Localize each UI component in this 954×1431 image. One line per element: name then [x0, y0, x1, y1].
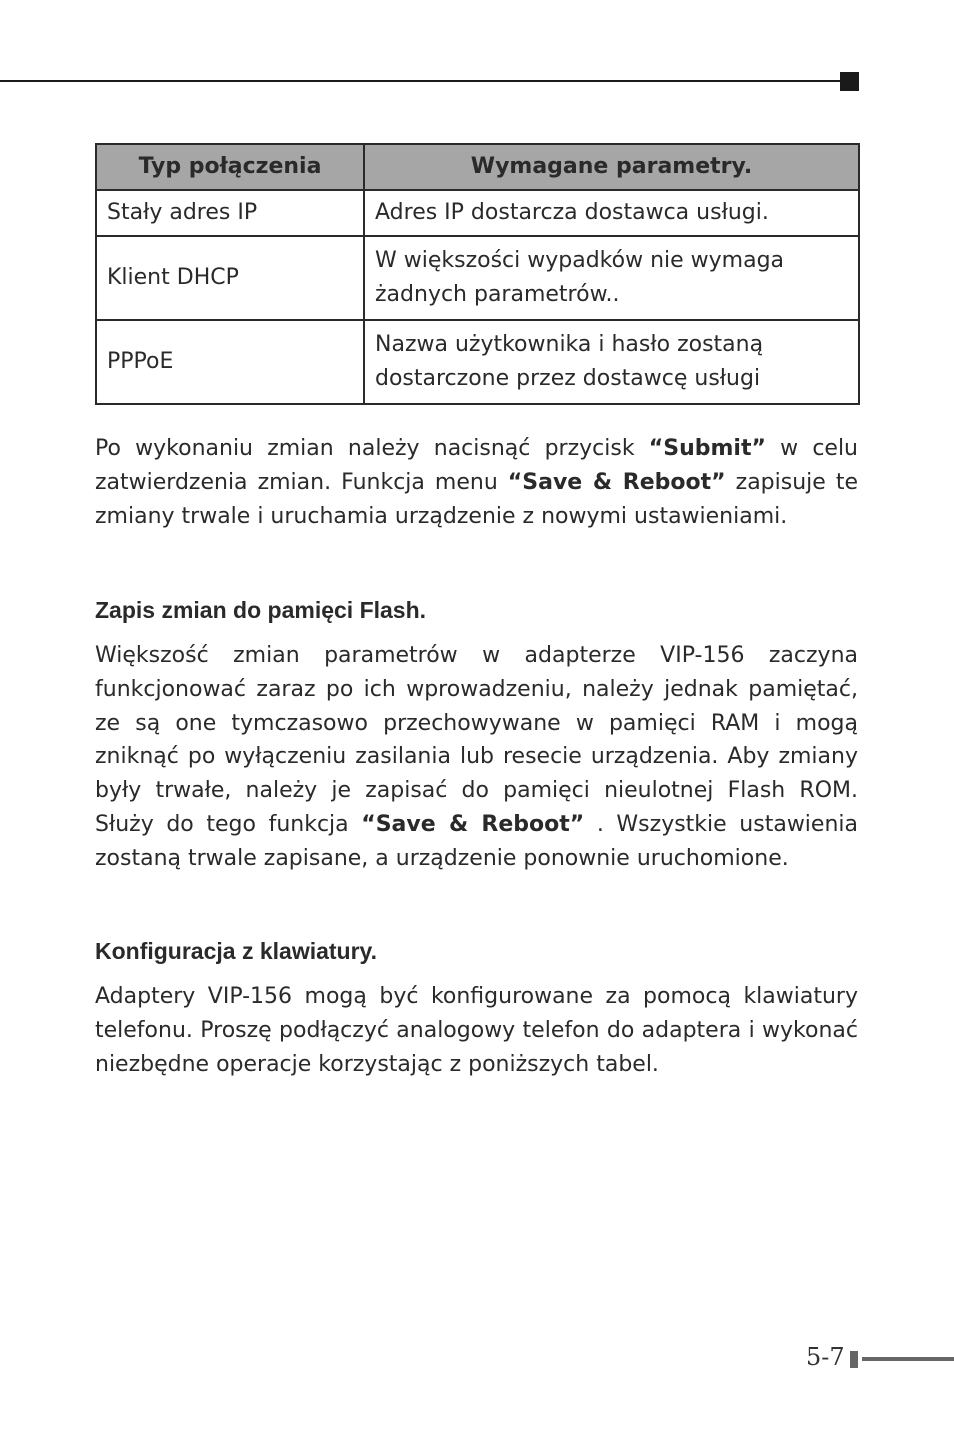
page-number: 5-7	[806, 1343, 845, 1371]
header-rule	[0, 80, 842, 82]
submit-term: “Submit”	[648, 436, 766, 461]
table-row	[96, 236, 859, 320]
connection-parameters-table	[95, 143, 860, 405]
footer-rule	[862, 1357, 954, 1361]
table-cell-parameters: Adres IP dostarcza dostawca usługi.	[364, 190, 859, 236]
table-row	[96, 190, 859, 236]
keypad-section-heading: Konfiguracja z klawiatury.	[95, 938, 378, 964]
table-cell-type: Stały adres IP	[96, 190, 364, 236]
paragraph-text: . Wszystkie ustawienia zostaną trwale zapisane, a urządzenie ponownie uruchomione.	[95, 811, 858, 871]
paragraph-text: w celu zatwierdzenia zmian. Funkcja menu	[95, 436, 859, 495]
save-reboot-term: “Save & Reboot”	[507, 469, 726, 495]
table-row	[96, 320, 859, 404]
table-header-required-parameters: Wymagane parametry.	[364, 144, 859, 190]
table-cell-parameters: W większości wypadków nie wymaga żadnych parametrów..	[364, 236, 859, 320]
footer-square-marker	[850, 1351, 858, 1368]
save-reboot-term: “Save & Reboot”	[361, 811, 585, 837]
keypad-section-paragraph: Adaptery VIP-156 mogą być konfigurowane za pomocą klawiatury telefonu. Proszę podłączyć analogowy telefon do adaptera i wykonać niezbędne operacje korzystając z poniższych tabel.	[95, 984, 858, 1077]
table-cell-parameters: Nazwa użytkownika i hasło zostaną dostarczone przez dostawcę usługi	[364, 320, 859, 404]
table-header-row	[96, 144, 859, 190]
paragraph-text: Po wykonaniu zmian należy nacisnąć przycisk	[95, 436, 649, 461]
submit-paragraph	[95, 432, 858, 533]
flash-section-paragraph	[95, 639, 858, 876]
header-square-marker	[840, 72, 859, 91]
flash-section-heading: Zapis zmian do pamięci Flash.	[95, 597, 427, 623]
paragraph-text: zapisuje te zmiany trwale i uruchamia urządzenie z nowymi ustawieniami.	[95, 469, 858, 529]
table-header-connection-type: Typ połączenia	[96, 144, 364, 190]
paragraph-text: Większość zmian parametrów w adapterze VIP-156 zaczyna funkcjonować zaraz po ich wprowadzeniu, należy jednak pamiętać, ze są one tymczasowo przechowywane w pamięci RAM i mogą zniknąć po wyłączeniu zasilania lub resecie urządzenia. Aby zmiany były trwałe, należy je zapisać do pamięci nieulotnej Flash ROM. Służy do tego funkcja	[95, 643, 858, 837]
table-cell-type: PPPoE	[96, 320, 364, 404]
table-cell-type: Klient DHCP	[96, 236, 364, 320]
